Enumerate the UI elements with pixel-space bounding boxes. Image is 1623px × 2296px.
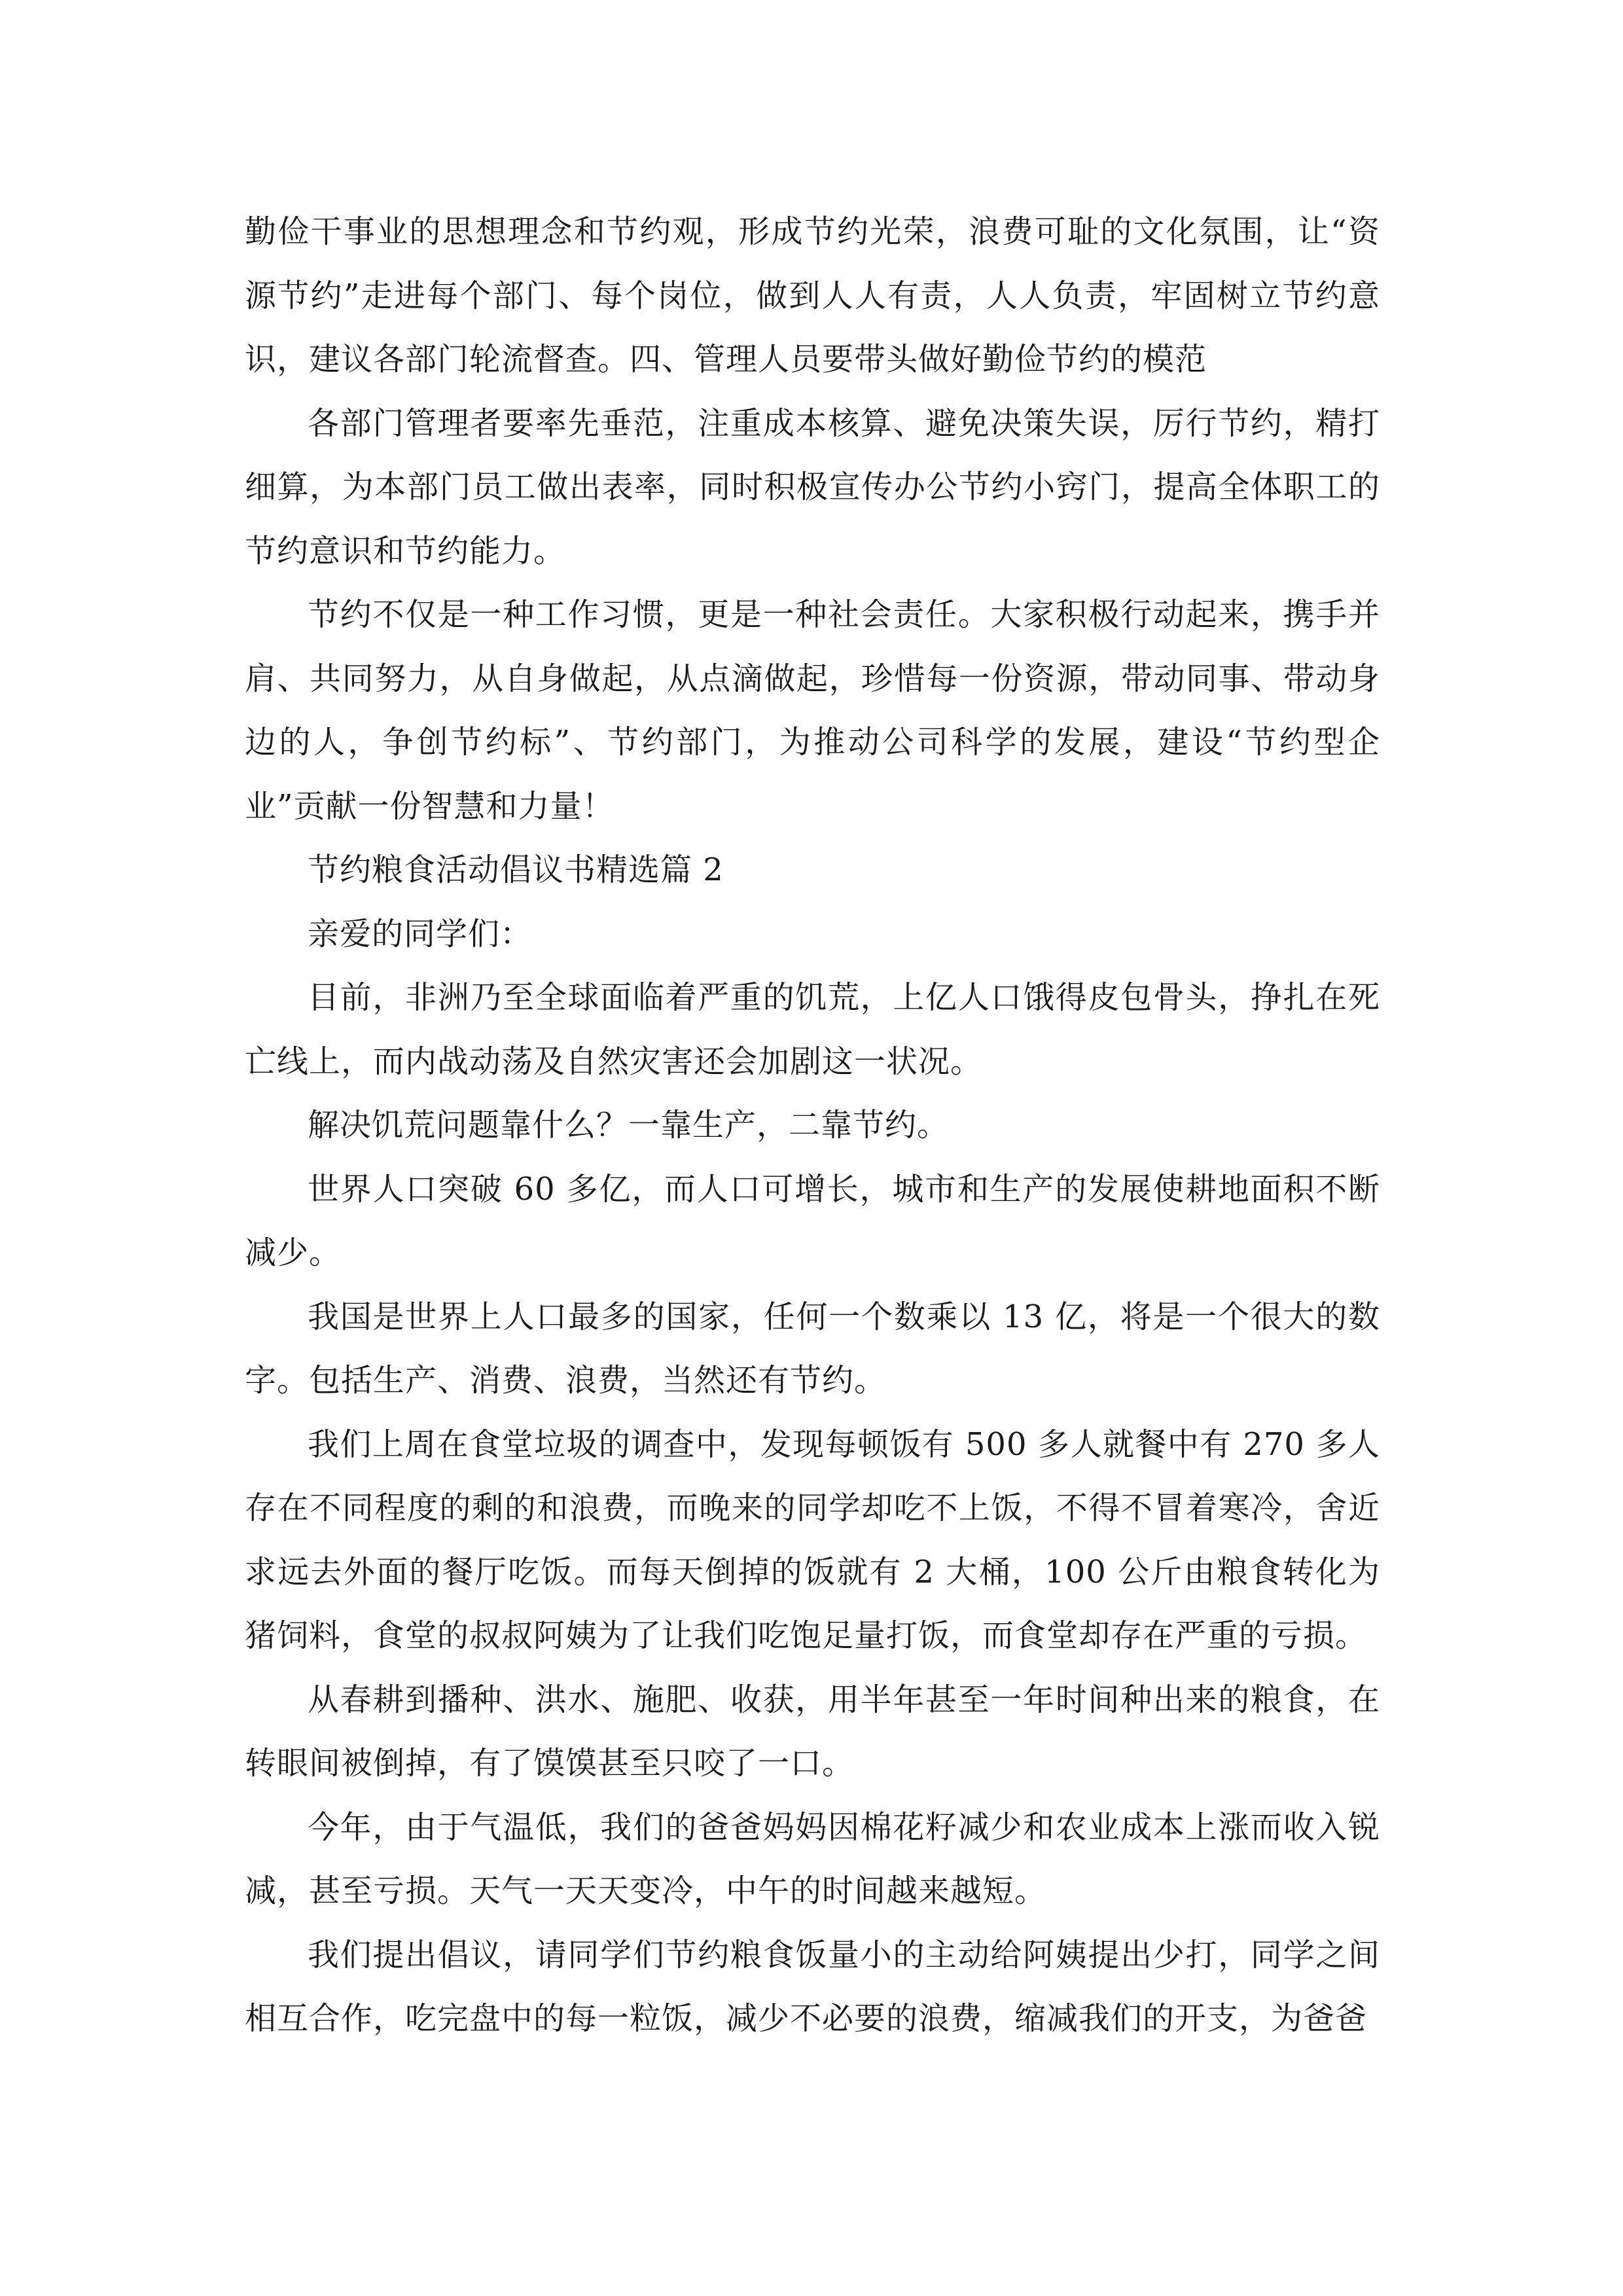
paragraph: 目前，非洲乃至全球面临着严重的饥荒，上亿人口饿得皮包骨头，挣扎在死亡线上，而内战动荡及自然灾害还会加剧这一状况。 xyxy=(245,979,1380,1080)
salutation: 亲爱的同学们： xyxy=(308,915,533,952)
paragraph: 各部门管理者要率先垂范，注重成本核算、避免决策失误，厉行节约，精打细算，为本部门员工做出表率，同时积极宣传办公节约小窍门，提高全体职工的节约意识和节约能力。 xyxy=(245,404,1380,569)
paragraph: 勤俭干事业的思想理念和节约观，形成节约光荣，浪费可耻的文化氛围，让“资源节约”走进每个部门、每个岗位，做到人人有责，人人负责，牢固树立节约意识，建议各部门轮流督查。四、管理人员要带头做好勤俭节约的模范 xyxy=(245,213,1380,378)
paragraph: 今年，由于气温低，我们的爸爸妈妈因棉花籽减少和农业成本上涨而收入锐减，甚至亏损。天气一天天变冷，中午的时间越来越短。 xyxy=(245,1808,1380,1909)
paragraph: 我国是世界上人口最多的国家，任何一个数乘以 13 亿，将是一个很大的数字。包括生产、消费、浪费，当然还有节约。 xyxy=(245,1298,1380,1399)
paragraph: 从春耕到播种、洪水、施肥、收获，用半年甚至一年时间种出来的粮食，在转眼间被倒掉，有了馍馍甚至只咬了一口。 xyxy=(245,1681,1380,1782)
paragraph: 节约不仅是一种工作习惯，更是一种社会责任。大家积极行动起来，携手并肩、共同努力，从自身做起，从点滴做起，珍惜每一份资源，带动同事、带动身边的人，争创节约标”、节约部门，为推动公司科学的发展，建设“节约型企业”贡献一份智慧和力量！ xyxy=(245,596,1380,825)
paragraph: 世界人口突破 60 多亿，而人口可增长，城市和生产的发展使耕地面积不断减少。 xyxy=(245,1170,1380,1271)
paragraph: 我们提出倡议，请同学们节约粮食饭量小的主动给阿姨提出少打，同学之间相互合作，吃完盘中的每一粒饭，减少不必要的浪费，缩减我们的开支，为爸爸 xyxy=(245,1936,1380,2037)
paragraph: 我们上周在食堂垃圾的调查中，发现每顿饭有 500 多人就餐中有 270 多人存在不同程度的剩的和浪费，而晚来的同学却吃不上饭，不得不冒着寒冷，舍近求远去外面的餐厅吃饭。而每天倒掉的饭就有 2 大桶，100 公斤由粮食转化为猪饲料，食堂的叔叔阿姨为了让我们吃饱足量打饭，而食堂却存在严重的亏损。 xyxy=(245,1426,1380,1654)
paragraph: 解决饥荒问题靠什么？一靠生产，二靠节约。 xyxy=(308,1107,950,1143)
section-title: 节约粮食活动倡议书精选篇 2 xyxy=(308,852,724,888)
document-body xyxy=(245,200,1380,2051)
